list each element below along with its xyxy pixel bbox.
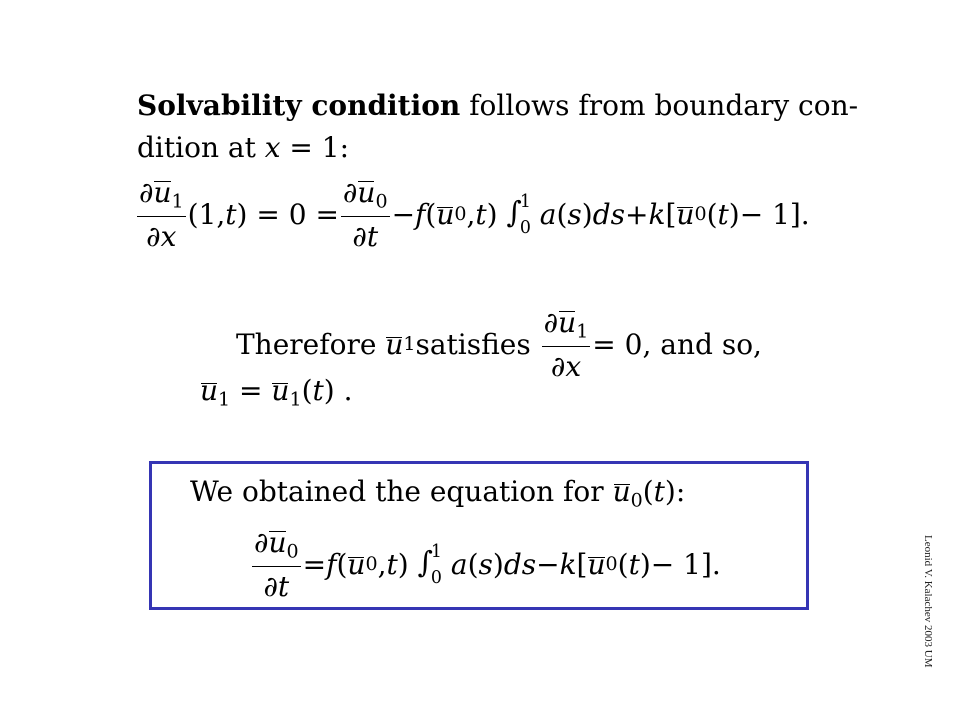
equation-boundary: $\frac{\partial u_1}{\partial x}$ (1, t ) = 0 = $\frac{\partial u_0}{\partial t}$ − f ( u 0 , t ) ∫ 1 0 a ( s ) ds + k [ u 0 ( t ) − 1]. xyxy=(139,176,810,254)
heading-line-1 xyxy=(137,89,859,122)
therefore-line: Therefore u 1 satisfies $\frac{\partial u_1}{\partial x}$ = 0, and so, xyxy=(236,306,762,384)
fraction-du1-dx: $\frac{\partial u_1}{\partial x}$ xyxy=(139,176,184,254)
integral-limits-2: 1 0 xyxy=(430,541,442,588)
integral-sign: ∫ xyxy=(506,194,522,229)
u1-equation: $u_1 = u_1(t)$ . xyxy=(200,374,353,411)
var-x: x xyxy=(264,131,281,164)
heading-line2-prefix: dition at xyxy=(137,131,265,164)
fraction-du1-dx-2: $\frac{\partial u_1}{\partial x}$ xyxy=(543,306,589,384)
author-note: Leonid V. Kalachev 2003 UM xyxy=(922,535,934,668)
fraction-du0-dt-2: $\frac{\partial u_0}{\partial t}$ xyxy=(254,526,299,604)
box-equation: $\frac{\partial u_0}{\partial t}$ = f ( u 0 , t ) ∫ 1 0 a ( s ) ds − k [ u 0 ( t ) − 1]. xyxy=(254,526,721,604)
heading-bold: Solvability condition xyxy=(137,89,461,122)
heading-rest: follows from boundary con- xyxy=(460,89,859,122)
heading-eq-one: = 1: xyxy=(280,131,350,164)
integral-sign-2: ∫ xyxy=(417,544,433,579)
fraction-du0-dt: $\frac{\partial u_0}{\partial t}$ xyxy=(342,176,388,254)
heading-line-2 xyxy=(137,131,350,164)
box-intro-line: We obtained the equation for $u_0(t)$: xyxy=(190,475,686,512)
integral-limits: 1 0 xyxy=(519,191,531,238)
